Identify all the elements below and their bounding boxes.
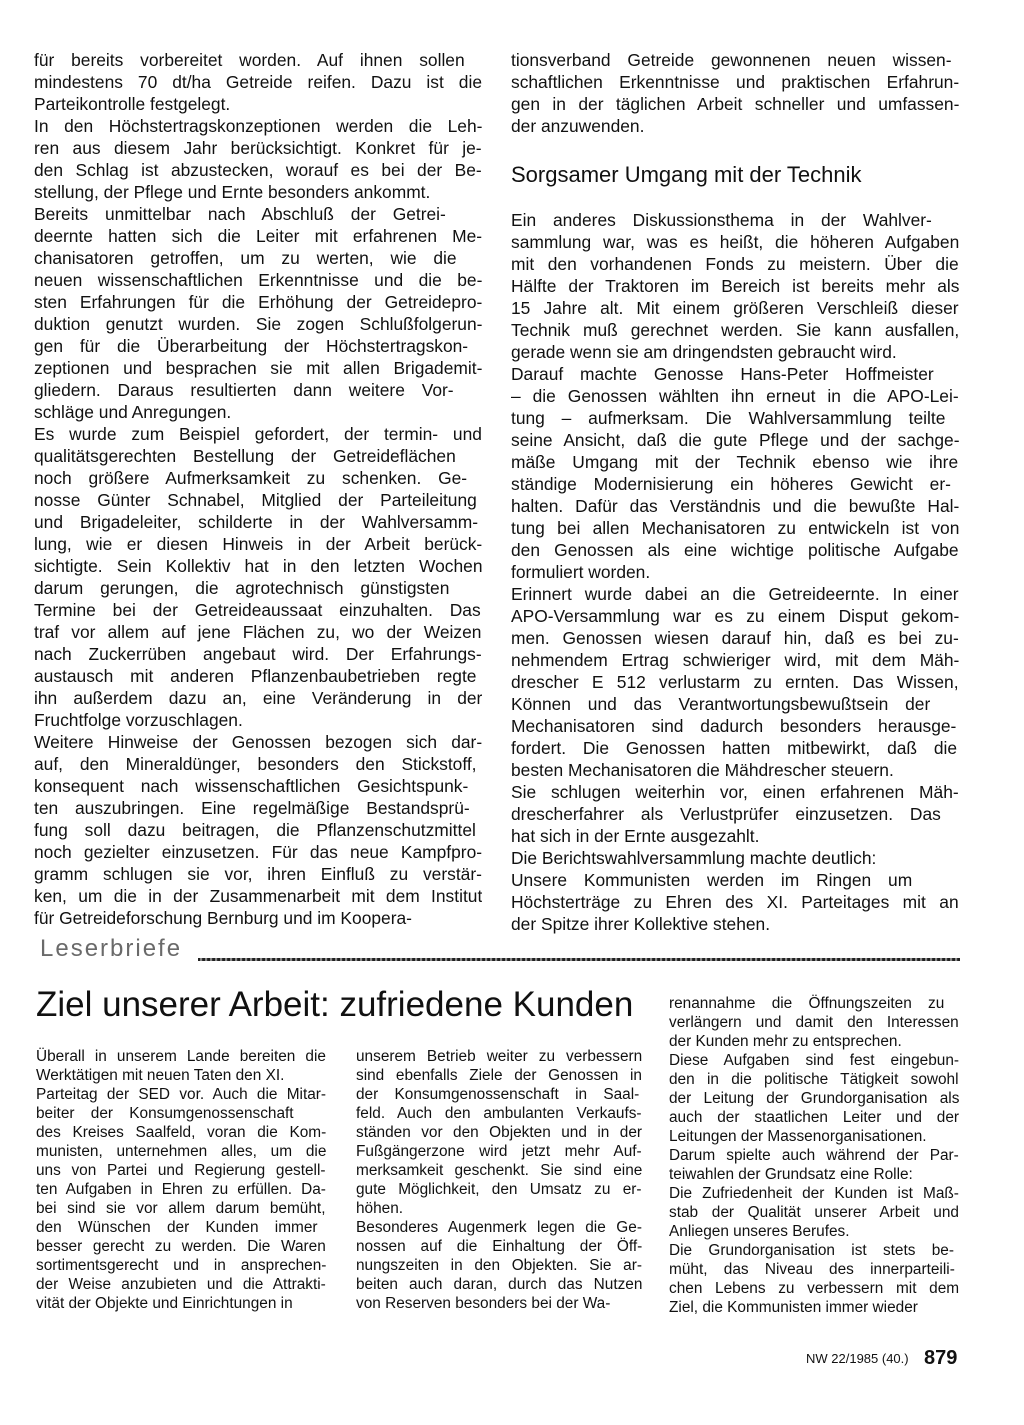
text-line: APO-Versammlung war es zu einem Disput gekom- [511, 606, 960, 626]
text-line: nossen auf die Einhaltung der Öff- [356, 1238, 643, 1255]
text-line: Darum spielte auch während der Par- [669, 1147, 959, 1164]
section-divider [198, 958, 960, 961]
text-line: austausch mit anderen Pflanzenbaubetrieben regte [34, 666, 477, 686]
text-line: uns von Partei und Regierung gestell- [36, 1162, 326, 1179]
text-line: der Konsumgenossenschaft in Saal- [356, 1086, 640, 1103]
text-line: Höchsterträge zu Ehren des XI. Parteitages mit an [511, 892, 959, 912]
text-line: Ziel, die Kommunisten immer wieder [669, 1299, 918, 1316]
text-line: Können und das Verantwortungsbewußtsein der [511, 694, 931, 714]
text-line: Werktätigen mit neuen Taten den XI. [36, 1067, 285, 1084]
text-line: Es wurde zum Beispiel gefordert, der termin- und [34, 424, 482, 444]
text-line: nehmendem Ertrag schwieriger wird, mit dem Mäh- [511, 650, 960, 670]
text-line: Parteikontrolle festgelegt. [34, 94, 231, 114]
text-line: Technik muß gerechnet werden. Sie kann ausfallen, [511, 320, 960, 340]
text-line: mäße Umgang mit der Technik ebenso wie ihre [511, 452, 959, 472]
text-line: für Getreideforschung Bernburg und im Koopera- [34, 908, 412, 928]
text-line: schaftlichen Erkenntnisse und praktischen Erfahrun- [511, 72, 960, 92]
article-headline: Ziel unserer Arbeit: zufriedene Kunden [36, 985, 634, 1024]
text-line: ständige Modernisierung ein höheres Gewicht er- [511, 474, 951, 494]
text-line: der Weise anzubieten und die Attrakti- [36, 1276, 326, 1293]
text-line: auf, den Mineraldünger, besonders den Stickstoff, [34, 754, 477, 774]
text-line: Weitere Hinweise der Genossen bezogen sich dar- [34, 732, 483, 752]
text-line: Hälfte der Traktoren im Bereich ist bereits mehr als [511, 276, 960, 296]
text-line: sichtigte. Sein Kollektiv hat in den letzten Wochen [34, 556, 483, 576]
text-line: qualitätsgerechten Bestellung der Getreideflächen [34, 446, 456, 466]
text-line: Darauf machte Genosse Hans-Peter Hoffmeister [511, 364, 934, 384]
text-line: Erinnert wurde dabei an die Getreideernte. In einer [511, 584, 959, 604]
text-line: Mechanisatoren sind dadurch besonders herausge- [511, 716, 957, 736]
text-line: seine Ansicht, daß die gute Pflege und der sachge- [511, 430, 960, 450]
text-line: Unsere Kommunisten werden im Ringen um [511, 870, 913, 890]
text-line: zeptionen und besprachen sie mit allen Brigademit- [34, 358, 483, 378]
page-number: 879 [924, 1347, 958, 1369]
text-line: chen Lebens zu verbessern mit dem [669, 1280, 960, 1297]
text-line: Die Zufriedenheit der Kunden ist Maß- [669, 1185, 959, 1202]
text-line: sortimentsgerecht und in ansprechen- [36, 1257, 327, 1274]
text-line: sten Erfahrungen für die Erhöhung der Getreidepro- [34, 292, 483, 312]
text-line: sind ebenfalls Ziele der Genossen in [356, 1067, 642, 1084]
text-line: deernte hatten sich die Leiter mit erfahrenen Me- [34, 226, 483, 246]
text-line: Die Grundorganisation ist stets be- [669, 1242, 954, 1259]
text-line: stab der Qualität unserer Arbeit und [669, 1204, 959, 1221]
text-line: von Reserven besonders bei der Wa- [356, 1295, 611, 1312]
text-line: halten. Dafür das Verständnis und die bewußte Hal- [511, 496, 960, 516]
text-line: gliedern. Daraus resultierten dann weitere Vor- [34, 380, 454, 400]
text-line: men. Genossen wiesen darauf hin, daß es bei zu- [511, 628, 959, 648]
text-line: den Genossen als eine wichtige politische Aufgabe [511, 540, 959, 560]
text-line: mit den vorhandenen Fonds zu meistern. Über die [511, 254, 959, 274]
text-line: auch der staatlichen Leiter und der [669, 1109, 959, 1126]
text-line: ihn außerdem dazu an, eine Veränderung in der [34, 688, 483, 708]
text-line: traf vor allem auf jene Flächen zu, wo der Weizen [34, 622, 482, 642]
text-line: Fußgängerzone wird jetzt mehr Auf- [356, 1143, 642, 1160]
text-line: schläge und Anregungen. [34, 402, 232, 422]
text-line: der Kunden mehr zu entsprechen. [669, 1033, 902, 1050]
text-line: Diese Aufgaben sind fest eingebun- [669, 1052, 960, 1069]
text-line: unserem Betrieb weiter zu verbessern [356, 1048, 643, 1065]
text-line: gute Möglichkeit, den Umsatz zu er- [356, 1181, 642, 1198]
text-line: den in die politische Tätigkeit sowohl [669, 1071, 959, 1088]
text-line: vität der Objekte und Einrichtungen in [36, 1295, 293, 1312]
text-line: munisten, unternehmen alles, um die [36, 1143, 327, 1160]
text-line: Anliegen unseres Berufes. [669, 1223, 850, 1240]
text-line: drescher E 512 verlustarm zu ernten. Das Wissen, [511, 672, 959, 692]
text-line: gen für die Überarbeitung der Höchstertragskon- [34, 336, 469, 356]
text-line: noch größere Aufmerksamkeit zu schenken. Ge- [34, 468, 468, 488]
text-line: Fruchtfolge vorzuschlagen. [34, 710, 243, 730]
text-line: beiter der Konsumgenossenschaft [36, 1105, 294, 1122]
text-line: mindestens 70 dt/ha Getreide reifen. Dazu ist die [34, 72, 482, 92]
text-line: den Schlag ist abzustecken, worauf es bei der Be- [34, 160, 482, 180]
text-line: des Kreises Saalfeld, voran die Kom- [36, 1124, 327, 1141]
text-line: der Leitung der Grundorganisation als [669, 1090, 960, 1107]
text-line: 15 Jahre alt. Mit einem größeren Verschleiß dieser [511, 298, 959, 318]
text-line: nungszeiten in den Objekten. Sie ar- [356, 1257, 642, 1274]
text-line: tionsverband Getreide gewonnenen neuen wissen- [511, 50, 952, 70]
text-line: müht, das Niveau des innerparteili- [669, 1261, 955, 1278]
text-line: konsequent nach wissenschaftlichen Gesichtspunk- [34, 776, 469, 796]
text-line: chanisatoren getroffen, um zu werten, wie die [34, 248, 457, 268]
text-line: gerade wenn sie am dringendsten gebraucht wird. [511, 342, 897, 362]
text-line: gen in der täglichen Arbeit schneller und umfassen- [511, 94, 960, 114]
text-line: feld. Auch den ambulanten Verkaufs- [356, 1105, 642, 1122]
text-line: ren aus diesem Jahr berücksichtigt. Konkret für je- [34, 138, 482, 158]
text-line: nosse Günter Schnabel, Mitglied der Parteileitung [34, 490, 477, 510]
text-line: höhen. [356, 1200, 404, 1217]
text-line: – die Genossen wählten ihn erneut in die APO-Lei- [511, 386, 959, 406]
text-line: ten Aufgaben in Ehren zu erfüllen. Da- [36, 1181, 326, 1198]
section-subheading: Sorgsamer Umgang mit der Technik [511, 162, 862, 187]
text-line: In den Höchstertragskonzeptionen werden die Leh- [34, 116, 483, 136]
text-line: verlängern und damit den Interessen [669, 1014, 959, 1031]
text-line: der anzuwenden. [511, 116, 645, 136]
text-line: den Wünschen der Kunden immer [36, 1219, 318, 1236]
issue-number: NW 22/1985 (40.) [806, 1351, 909, 1366]
text-line: bei sind sie vor allem darum bemüht, [36, 1200, 326, 1217]
text-line: Bereits unmittelbar nach Abschluß der Getrei- [34, 204, 446, 224]
text-line: tung – aufmerksam. Die Wahlversammlung teilte [511, 408, 946, 428]
text-line: neuen wissenschaftlichen Erkenntnisse und die be- [34, 270, 483, 290]
text-line: Ein anderes Diskussionsthema in der Wahlver- [511, 210, 932, 230]
text-line: sammlung war, was es heißt, die höheren Aufgaben [511, 232, 960, 252]
text-line: fordert. Die Genossen hatten mitbewirkt, daß die [511, 738, 958, 758]
text-line: teiwahlen der Grundsatz eine Rolle: [669, 1166, 913, 1183]
text-line: drescherfahrer als Verlustprüfer einzusetzen. Das [511, 804, 941, 824]
text-line: besten Mechanisatoren die Mähdrescher steuern. [511, 760, 894, 780]
text-line: beiten auch daran, durch das Nutzen [356, 1276, 643, 1293]
text-line: darum gerungen, die agrotechnisch günstigsten [34, 578, 450, 598]
text-line: Termine bei der Getreideaussaat einzuhalten. Das [34, 600, 481, 620]
text-line: besser gerecht zu werden. Die Waren [36, 1238, 326, 1255]
text-line: fung soll dazu beitragen, die Pflanzenschutzmittel [34, 820, 476, 840]
section-label: Leserbriefe [40, 935, 183, 962]
text-line: der Spitze ihrer Kollektive stehen. [511, 914, 771, 934]
text-line: merksamkeit geschenkt. Sie sind eine [356, 1162, 643, 1179]
text-line: ständen vor den Objekten und in der [356, 1124, 643, 1141]
text-line: noch gezielter einzusetzen. Für das neue Kampfpro- [34, 842, 483, 862]
text-line: gramm schlugen sie vor, ihren Einfluß zu verstär- [34, 864, 482, 884]
text-line: hat sich in der Ernte ausgezahlt. [511, 826, 760, 846]
text-line: ten auszubringen. Eine regelmäßige Bestandsprü- [34, 798, 470, 818]
text-line: ken, um die in der Zusammenarbeit mit dem Institut [34, 886, 483, 906]
text-line: tung bei allen Mechanisatoren zu entwickeln ist von [511, 518, 960, 538]
text-line: renannahme die Öffnungszeiten zu [669, 995, 945, 1012]
text-line: Leitungen der Massenorganisationen. [669, 1128, 927, 1145]
text-line: Parteitag der SED vor. Auch die Mitar- [36, 1086, 327, 1103]
text-line: lung, wie er diesen Hinweis in der Arbeit berück- [34, 534, 483, 554]
text-line: duktion genutzt wurden. Sie zogen Schlußfolgerun- [34, 314, 483, 334]
text-line: nach Zuckerrüben angebaut wird. Der Erfahrungs- [34, 644, 482, 664]
text-line: formuliert worden. [511, 562, 651, 582]
text-line: Überall in unserem Lande bereiten die [36, 1048, 326, 1065]
text-line: und Brigadeleiter, schilderte in der Wahlversamm- [34, 512, 479, 532]
text-line: Sie schlugen weiterhin vor, einen erfahrenen Mäh- [511, 782, 959, 802]
text-line: für bereits vorbereitet worden. Auf ihnen sollen [34, 50, 465, 70]
text-line: Die Berichtswahlversammlung machte deutlich: [511, 848, 877, 868]
text-line: stellung, der Pflege und Ernte besonders ankommt. [34, 182, 431, 202]
text-line: Besonderes Augenmerk legen die Ge- [356, 1219, 642, 1236]
